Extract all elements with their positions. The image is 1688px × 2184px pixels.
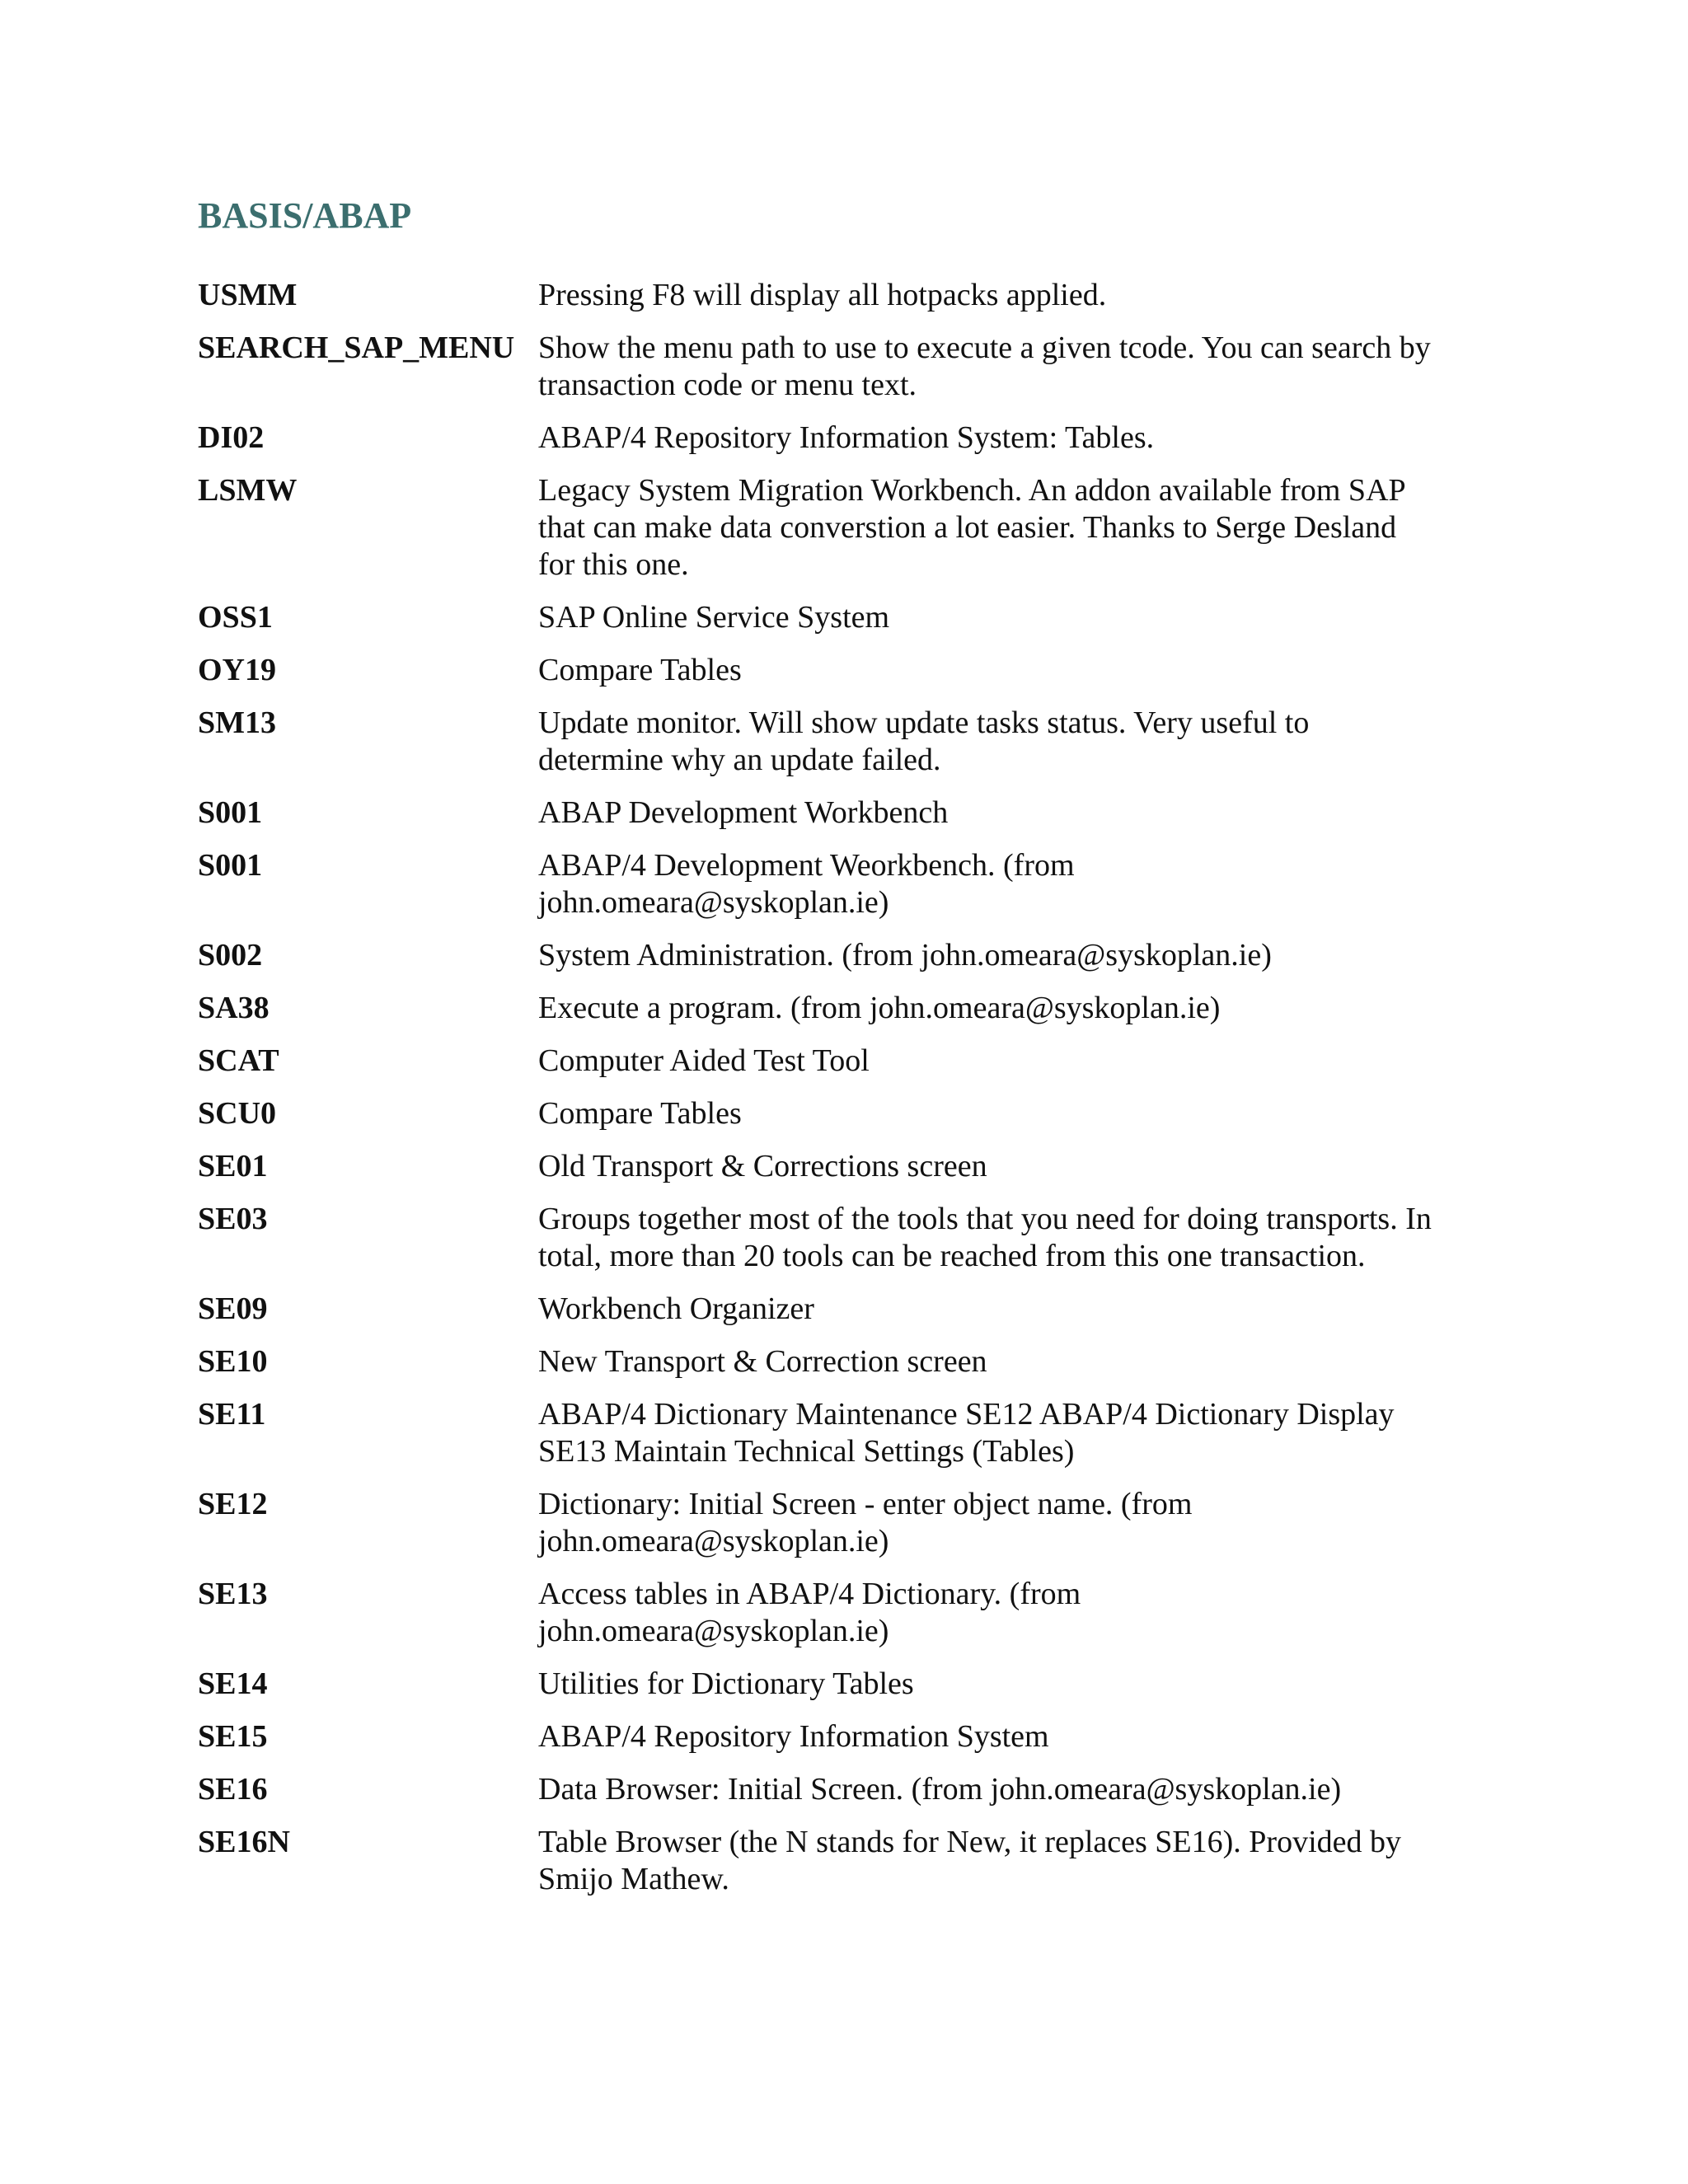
tcode-description bbox=[538, 599, 1688, 636]
tcode-code: S001 bbox=[198, 795, 263, 830]
tcode-description-line: total, more than 20 tools can be reached from this one transaction. bbox=[538, 1239, 1366, 1273]
tcode-description bbox=[538, 1576, 1688, 1650]
tcode-row bbox=[198, 937, 1517, 974]
tcode-code: S001 bbox=[198, 848, 263, 883]
tcode-description bbox=[538, 1666, 1688, 1703]
tcode-row bbox=[198, 1201, 1517, 1275]
tcode-description-line: System Administration. (from john.omeara@syskoplan.ie) bbox=[538, 938, 1272, 972]
tcode-description-line: Computer Aided Test Tool bbox=[538, 1043, 870, 1078]
tcode-description-line: ABAP/4 Development Weorkbench. (from bbox=[538, 848, 1075, 883]
tcode-row bbox=[198, 1824, 1517, 1898]
tcode-description bbox=[538, 990, 1688, 1027]
tcode-description bbox=[538, 1718, 1688, 1755]
tcode-description-line: Smijo Mathew. bbox=[538, 1862, 729, 1896]
tcode-row bbox=[198, 1396, 1517, 1470]
tcode-description-line: Data Browser: Initial Screen. (from john.omeara@syskoplan.ie) bbox=[538, 1772, 1342, 1807]
tcode-description-line: SAP Online Service System bbox=[538, 600, 890, 635]
tcode-description bbox=[538, 1396, 1688, 1470]
tcode-description bbox=[538, 1095, 1688, 1132]
tcode-code: SE15 bbox=[198, 1719, 268, 1754]
tcode-description bbox=[538, 1148, 1688, 1185]
tcode-code: SE01 bbox=[198, 1149, 268, 1183]
tcode-code: DI02 bbox=[198, 420, 265, 455]
tcode-code: SE13 bbox=[198, 1577, 268, 1611]
tcode-row bbox=[198, 1343, 1517, 1380]
tcode-row bbox=[198, 990, 1517, 1027]
tcode-code: SE16N bbox=[198, 1825, 290, 1859]
tcode-description bbox=[538, 1291, 1688, 1328]
tcode-description-line: Legacy System Migration Workbench. An addon available from SAP bbox=[538, 473, 1406, 508]
tcode-row bbox=[198, 705, 1517, 779]
tcode-description-line: Utilities for Dictionary Tables bbox=[538, 1666, 914, 1701]
tcode-row bbox=[198, 1291, 1517, 1328]
tcode-row bbox=[198, 1718, 1517, 1755]
tcode-description-line: Access tables in ABAP/4 Dictionary. (from bbox=[538, 1577, 1081, 1611]
tcode-description bbox=[538, 1043, 1688, 1080]
tcode-description-line: john.omeara@syskoplan.ie) bbox=[538, 1614, 889, 1648]
tcode-code: SE09 bbox=[198, 1291, 268, 1326]
tcode-row bbox=[198, 277, 1517, 314]
tcode-description bbox=[538, 937, 1688, 974]
tcode-description-line: john.omeara@syskoplan.ie) bbox=[538, 1524, 889, 1558]
tcode-row bbox=[198, 1576, 1517, 1650]
tcode-row bbox=[198, 1095, 1517, 1132]
tcode-description bbox=[538, 1771, 1688, 1808]
tcode-description-line: Show the menu path to use to execute a given tcode. You can search by bbox=[538, 330, 1431, 365]
tcode-description-line: transaction code or menu text. bbox=[538, 368, 917, 402]
tcode-row bbox=[198, 330, 1517, 404]
tcode-row bbox=[198, 847, 1517, 921]
tcode-description bbox=[538, 794, 1688, 832]
tcode-description-line: Compare Tables bbox=[538, 1096, 742, 1131]
tcode-row bbox=[198, 1666, 1517, 1703]
tcode-description bbox=[538, 472, 1688, 583]
tcode-row bbox=[198, 472, 1517, 583]
tcode-description-line: for this one. bbox=[538, 547, 689, 582]
tcode-description-line: ABAP Development Workbench bbox=[538, 795, 949, 830]
tcode-code: SE12 bbox=[198, 1487, 268, 1521]
tcode-code: SE11 bbox=[198, 1397, 266, 1432]
tcode-code: SE03 bbox=[198, 1202, 268, 1236]
tcode-row bbox=[198, 599, 1517, 636]
tcode-description bbox=[538, 330, 1688, 404]
tcode-row bbox=[198, 794, 1517, 832]
tcode-row bbox=[198, 1043, 1517, 1080]
tcode-code: SE14 bbox=[198, 1666, 268, 1701]
tcode-description-line: Update monitor. Will show update tasks status. Very useful to bbox=[538, 705, 1310, 740]
tcode-description-line: Groups together most of the tools that you need for doing transports. In bbox=[538, 1202, 1432, 1236]
tcode-description-line: determine why an update failed. bbox=[538, 743, 941, 777]
tcode-description-line: Execute a program. (from john.omeara@syskoplan.ie) bbox=[538, 991, 1221, 1025]
tcode-code: SEARCH_SAP_MENU bbox=[198, 330, 515, 365]
tcode-description bbox=[538, 277, 1688, 314]
tcode-description-line: Old Transport & Corrections screen bbox=[538, 1149, 987, 1183]
tcode-code: SE10 bbox=[198, 1344, 268, 1379]
tcode-description-line: ABAP/4 Dictionary Maintenance SE12 ABAP/4 Dictionary Display bbox=[538, 1397, 1395, 1432]
tcode-description-line: Workbench Organizer bbox=[538, 1291, 814, 1326]
tcode-code: SCAT bbox=[198, 1043, 279, 1078]
tcode-code: S002 bbox=[198, 938, 263, 972]
tcode-description bbox=[538, 652, 1688, 689]
transaction-code-list bbox=[198, 277, 1517, 1914]
tcode-description-line: that can make data converstion a lot easier. Thanks to Serge Desland bbox=[538, 510, 1397, 545]
tcode-description bbox=[538, 1824, 1688, 1898]
tcode-description bbox=[538, 1201, 1688, 1275]
tcode-code: LSMW bbox=[198, 473, 298, 508]
tcode-description bbox=[538, 419, 1688, 457]
tcode-code: USMM bbox=[198, 278, 298, 312]
tcode-code: SE16 bbox=[198, 1772, 268, 1807]
tcode-description bbox=[538, 847, 1688, 921]
tcode-description-line: Pressing F8 will display all hotpacks applied. bbox=[538, 278, 1107, 312]
tcode-description-line: john.omeara@syskoplan.ie) bbox=[538, 885, 889, 920]
tcode-row bbox=[198, 419, 1517, 457]
tcode-description bbox=[538, 1486, 1688, 1560]
tcode-row bbox=[198, 652, 1517, 689]
tcode-description-line: ABAP/4 Repository Information System: Tables. bbox=[538, 420, 1155, 455]
section-heading: BASIS/ABAP bbox=[198, 195, 412, 236]
tcode-description bbox=[538, 705, 1688, 779]
tcode-description-line: Compare Tables bbox=[538, 653, 742, 687]
tcode-code: OSS1 bbox=[198, 600, 273, 635]
tcode-row bbox=[198, 1486, 1517, 1560]
tcode-description bbox=[538, 1343, 1688, 1380]
tcode-code: OY19 bbox=[198, 653, 276, 687]
tcode-code: SA38 bbox=[198, 991, 270, 1025]
tcode-row bbox=[198, 1148, 1517, 1185]
tcode-row bbox=[198, 1771, 1517, 1808]
tcode-description-line: New Transport & Correction screen bbox=[538, 1344, 987, 1379]
tcode-description-line: ABAP/4 Repository Information System bbox=[538, 1719, 1049, 1754]
tcode-description-line: SE13 Maintain Technical Settings (Tables) bbox=[538, 1434, 1075, 1469]
tcode-description-line: Dictionary: Initial Screen - enter object name. (from bbox=[538, 1487, 1193, 1521]
tcode-code: SM13 bbox=[198, 705, 276, 740]
tcode-code: SCU0 bbox=[198, 1096, 277, 1131]
tcode-description-line: Table Browser (the N stands for New, it replaces SE16). Provided by bbox=[538, 1825, 1402, 1859]
